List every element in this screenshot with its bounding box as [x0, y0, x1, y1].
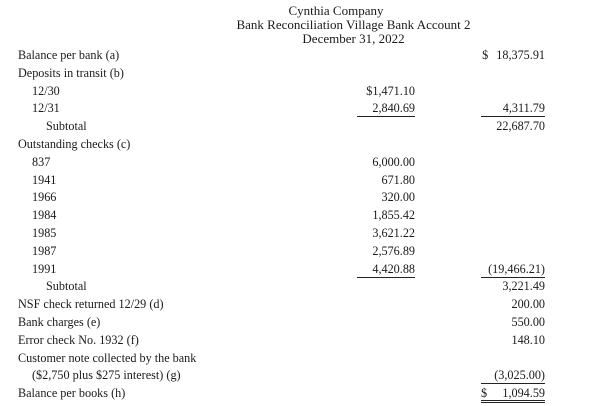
- row-label: Subtotal: [46, 279, 87, 294]
- row-label: 12/30: [32, 83, 60, 98]
- row-outstanding-header: [0, 136, 602, 154]
- row-check-1966: [0, 189, 602, 207]
- amount-detail: 2,576.89: [372, 243, 415, 258]
- amount-detail: $1,471.10: [366, 83, 415, 98]
- currency-symbol: $: [482, 48, 489, 62]
- amount-total: [482, 47, 545, 65]
- row-label: Subtotal: [46, 119, 87, 134]
- amount-total: 4,311.79: [481, 101, 545, 117]
- row-label: Outstanding checks (c): [18, 136, 131, 151]
- company-name: Cynthia Company: [288, 3, 384, 18]
- amount-total: (3,025.00): [481, 368, 545, 384]
- amount-detail: 4,420.88: [357, 262, 415, 278]
- row-label: 837: [32, 154, 51, 169]
- row-label: 1991: [32, 261, 57, 276]
- row-subtotal-deposits: [0, 118, 602, 136]
- row-check-1991: [0, 261, 602, 279]
- row-nsf-check: [0, 296, 602, 314]
- amount-total: (19,466.21): [481, 262, 545, 278]
- row-label: Deposits in transit (b): [18, 65, 124, 80]
- row-label: 1941: [32, 172, 57, 187]
- row-label: 1984: [32, 208, 57, 223]
- amount-detail: 671.80: [381, 172, 415, 187]
- row-check-837: [0, 154, 602, 172]
- amount-detail: 6,000.00: [372, 154, 415, 169]
- row-label: Balance per bank (a): [18, 48, 120, 62]
- row-label: Customer note collected by the bank: [18, 350, 197, 365]
- row-bank-charges: [0, 314, 602, 332]
- row-check-1984: [0, 207, 602, 225]
- row-label: 1985: [32, 225, 57, 240]
- row-deposit-1230: [0, 83, 602, 101]
- row-customer-note: [0, 350, 602, 368]
- row-label: Balance per books (h): [18, 386, 126, 401]
- row-label: 12/31: [32, 101, 60, 116]
- amount-detail: 1,855.42: [372, 208, 415, 223]
- row-check-1985: [0, 225, 602, 243]
- row-label: NSF check returned 12/29 (d): [18, 297, 164, 312]
- currency-symbol: $: [481, 386, 488, 401]
- row-check-1987: [0, 243, 602, 261]
- amount-value: 1,094.59: [502, 386, 545, 401]
- amount-total: 22,687.70: [496, 119, 545, 134]
- row-balance-per-bank: [0, 47, 602, 65]
- row-check-1941: [0, 172, 602, 190]
- amount-total: 3,221.49: [502, 279, 545, 294]
- report-title: Bank Reconciliation Village Bank Account 2: [236, 17, 471, 32]
- row-label: 1966: [32, 190, 57, 205]
- row-note-detail: [0, 367, 602, 385]
- row-error-check: [0, 332, 602, 350]
- report-date: December 31, 2022: [302, 31, 405, 46]
- amount-total: 550.00: [511, 314, 545, 329]
- amount-total: [481, 386, 545, 403]
- row-deposits-header: [0, 65, 602, 83]
- row-deposit-1231: [0, 100, 602, 118]
- row-subtotal-checks: [0, 278, 602, 296]
- report-header: [0, 4, 602, 46]
- row-balance-per-books: [0, 385, 602, 403]
- row-label: Error check No. 1932 (f): [18, 332, 139, 347]
- amount-detail: 320.00: [381, 190, 415, 205]
- reconciliation-table: [0, 47, 602, 403]
- row-label: 1987: [32, 243, 57, 258]
- row-label: ($2,750 plus $275 interest) (g): [32, 368, 181, 383]
- amount-value: 18,375.91: [496, 48, 545, 62]
- amount-total: 200.00: [511, 297, 545, 312]
- row-label: Bank charges (e): [18, 314, 101, 329]
- amount-total: 148.10: [511, 332, 545, 347]
- amount-detail: 3,621.22: [372, 225, 415, 240]
- amount-detail: 2,840.69: [357, 101, 415, 117]
